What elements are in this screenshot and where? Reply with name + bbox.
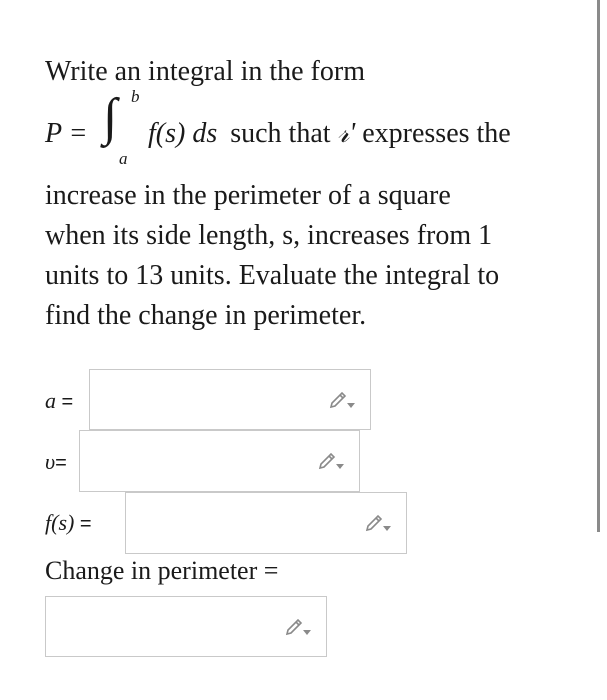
- pencil-icon[interactable]: [328, 390, 356, 412]
- pencil-icon[interactable]: [364, 513, 392, 535]
- field-f-label: [45, 512, 92, 534]
- field-f-box[interactable]: [125, 492, 407, 554]
- field-f-eq: =: [79, 513, 92, 535]
- field-a-var: a: [45, 388, 56, 413]
- integral-upper-limit: b: [131, 87, 140, 106]
- field-f-var: f(s): [45, 510, 75, 535]
- field-b-eq: =: [55, 452, 67, 474]
- change-box[interactable]: [45, 596, 327, 657]
- integral-mid-text: such that: [230, 118, 331, 149]
- field-b-box[interactable]: [79, 430, 360, 492]
- pencil-icon[interactable]: [317, 451, 345, 473]
- field-a-eq: =: [61, 391, 74, 413]
- field-b-var: υ: [45, 449, 56, 474]
- integral-rest: [148, 114, 511, 154]
- field-a-label: [45, 390, 73, 412]
- integral-tail-text: expresses the: [362, 118, 511, 149]
- integral-variable: 𝓇': [337, 118, 356, 149]
- scrollbar[interactable]: [597, 0, 600, 532]
- field-a-box[interactable]: [89, 369, 371, 430]
- integral-sign: ∫: [103, 89, 118, 146]
- integrand: f(s) ds: [148, 118, 218, 149]
- problem-line-3: increase in the perimeter of a square: [45, 180, 451, 211]
- problem-line-6: find the change in perimeter.: [45, 300, 367, 331]
- change-label: Change in perimeter =: [45, 556, 279, 585]
- field-b-label: [45, 451, 67, 473]
- problem-statement: [45, 52, 565, 336]
- integral-expression: [45, 87, 565, 176]
- problem-line-5: units to 13 units. Evaluate the integral to: [45, 260, 500, 291]
- pencil-icon[interactable]: [284, 617, 312, 639]
- integral-lower-limit: a: [119, 149, 128, 168]
- problem-line-4: when its side length, s, increases from 1: [45, 220, 493, 251]
- integral-lhs: P =: [45, 118, 88, 149]
- problem-line-1: Write an integral in the form: [45, 56, 365, 87]
